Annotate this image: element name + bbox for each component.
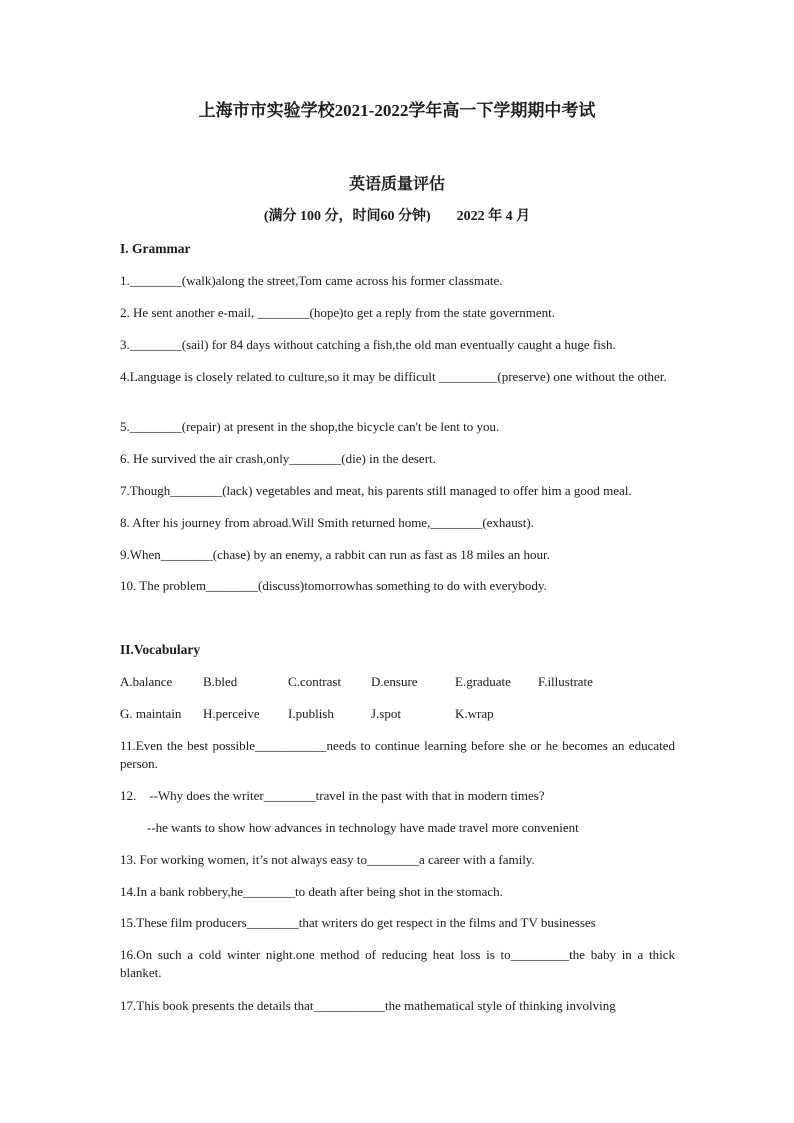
vocabulary-question-12-answer: --he wants to show how advances in technology have made travel more convenient	[147, 820, 579, 835]
option-k: K.wrap	[455, 706, 494, 721]
vocabulary-heading: II.Vocabulary	[120, 642, 201, 657]
grammar-question-10: 10. The problem________(discuss)tomorrowhas something to do with everybody.	[120, 578, 547, 593]
option-d: D.ensure	[371, 674, 418, 689]
exam-title: 上海市市实验学校2021-2022学年高一下学期期中考试	[198, 101, 596, 120]
score-time-info: (满分 100 分，时间60 分钟)	[263, 209, 431, 224]
option-c: C.contrast	[288, 674, 342, 689]
grammar-question-1: 1.________(walk)along the street,Tom came across his former classmate.	[120, 273, 503, 288]
vocabulary-question-13: 13. For working women, it’s not always easy to________a career with a family.	[120, 852, 535, 867]
option-i: I.publish	[288, 706, 334, 721]
grammar-question-8: 8. After his journey from abroad.Will Smith returned home,________(exhaust).	[120, 515, 534, 530]
vocabulary-question-11: 11.Even the best possible___________needs to continue learning before she or he becomes an educated person.	[120, 738, 675, 771]
grammar-question-9: 9.When________(chase) by an enemy, a rabbit can run as fast as 18 miles an hour.	[120, 547, 550, 562]
vocabulary-question-16: 16.On such a cold winter night.one method of reducing heat loss is to_________the baby in a thick blanket.	[120, 947, 675, 980]
vocabulary-question-12: 12. --Why does the writer________travel in the past with that in modern times?	[120, 788, 545, 803]
vocabulary-question-14: 14.In a bank robbery,he________to death after being shot in the stomach.	[120, 884, 503, 899]
option-f: F.illustrate	[538, 674, 593, 689]
vocabulary-question-15: 15.These film producers________that writers do get respect in the films and TV businesses	[120, 915, 596, 930]
grammar-question-6: 6. He survived the air crash,only________(die) in the desert.	[120, 451, 436, 466]
grammar-question-5: 5.________(repair) at present in the shop,the bicycle can't be lent to you.	[120, 419, 500, 434]
option-a: A.balance	[120, 674, 173, 689]
exam-date: 2022 年 4 月	[456, 209, 531, 224]
option-b: B.bled	[203, 674, 238, 689]
vocabulary-question-17: 17.This book presents the details that___________the mathematical style of thinking involving	[120, 998, 616, 1013]
grammar-question-3: 3.________(sail) for 84 days without catching a fish,the old man eventually caught a huge fish.	[120, 337, 616, 352]
grammar-heading: I. Grammar	[120, 241, 191, 256]
grammar-question-7: 7.Though________(lack) vegetables and meat, his parents still managed to offer him a good meal.	[120, 483, 632, 498]
grammar-question-4: 4.Language is closely related to culture,so it may be difficult _________(preserve) one without the other.	[120, 369, 667, 384]
exam-subtitle: 英语质量评估	[348, 176, 445, 193]
exam-info	[0, 205, 794, 225]
option-e: E.graduate	[455, 674, 511, 689]
option-j: J.spot	[371, 706, 401, 721]
option-g: G. maintain	[120, 706, 182, 721]
option-h: H.perceive	[203, 706, 260, 721]
grammar-question-2: 2. He sent another e-mail, ________(hope)to get a reply from the state government.	[120, 305, 556, 320]
